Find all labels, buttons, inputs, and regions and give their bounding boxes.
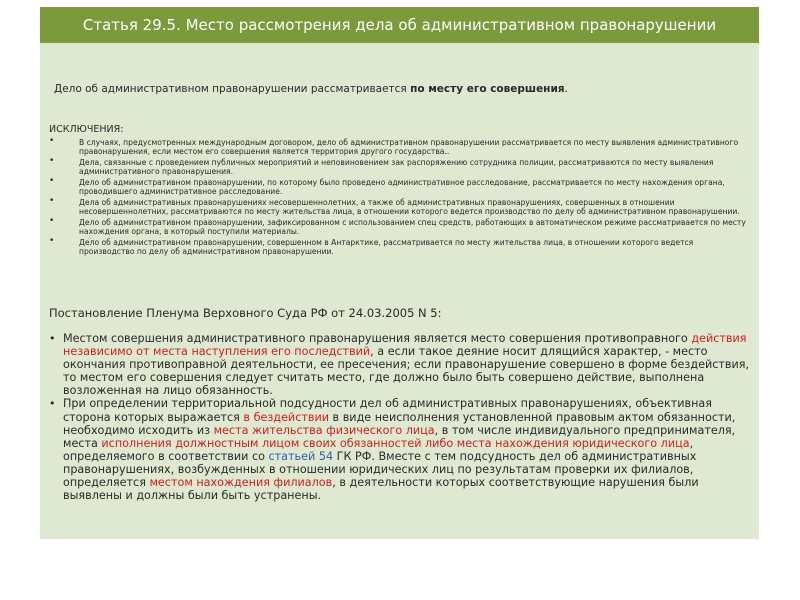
exceptions-heading: ИСКЛЮЧЕНИЯ: bbox=[49, 124, 124, 135]
exception-item: • Дело об административном правонарушении, зафиксированном с использованием спец средств, работающих в автоматическом режиме рассматривается по месту нахождения органа, в который поступили материалы. bbox=[49, 218, 751, 236]
exception-item: • Дело об административном правонарушении, совершенном в Антарктике, рассматривается по месту жительства лица, в отношении которого ведется производство по делу об административном правонарушении. bbox=[49, 238, 751, 256]
slide bbox=[40, 7, 759, 539]
exception-item: • Дела об административных правонарушениях несовершеннолетних, а также об административных правонарушениях, совершенных в отношении несовершеннолетних, рассматриваются по месту жительства лица, в отношении которого ведется производство по делу об административном правонарушении. bbox=[49, 198, 751, 216]
decree-heading: Постановление Пленума Верховного Суда РФ от 24.03.2005 N 5: bbox=[49, 306, 442, 320]
exception-item: • В случаях, предусмотренных международным договором, дело об административном правонарушении рассматривается по месту выявления административного правонарушения, если местом его совершения является территория другого государства.. bbox=[49, 138, 751, 156]
highlight-text: места жительства физического лица bbox=[213, 423, 435, 437]
text-span: , в деятельности которых соответствующие нарушения были выявлены и должны были быть устранены. bbox=[63, 476, 699, 503]
lead-end: . bbox=[564, 83, 568, 95]
highlight-text: в бездействии bbox=[243, 410, 329, 424]
text-span: ГК РФ. Вместе с тем подсудность дел об административных правонарушениях, возбужденных в отношении юридических лиц по результатам проверки их филиалов, определяется bbox=[63, 449, 697, 490]
exceptions-list bbox=[49, 138, 751, 257]
text-span: , а если такое деяние носит длящийся характер, - место окончания противоправной деятельности, ее пресечения; если правонарушение совершено в форме бездействия, то местом его совершения следует считать место, где должно было быть совершено действие, выполнена возложенная на лицо обязанность. bbox=[63, 345, 750, 398]
lead-text: Дело об административном правонарушении рассматривается bbox=[54, 83, 411, 95]
slide-title: Статья 29.5. Место рассмотрения дела об административном правонарушении bbox=[40, 7, 759, 43]
decree-points-list bbox=[49, 332, 753, 502]
highlight-text: местом нахождения филиалов bbox=[149, 476, 333, 490]
highlight-text: действия независимо от места наступления его последствий bbox=[63, 332, 747, 359]
text-span: в виде неисполнения установленной правовым актом обязанности, необходимо исходить из bbox=[63, 410, 736, 437]
article-54-link[interactable]: статьей 54 bbox=[268, 449, 334, 463]
lead-bold: по месту его совершения bbox=[410, 83, 565, 95]
exception-item: • Дела, связанные с проведением публичных мероприятий и неповиновением зак распоряжению сотрудника полиции, рассматриваются по месту выявления административного правонарушения. bbox=[49, 158, 751, 176]
highlight-text: исполнения должностным лицом своих обязанностей либо места нахождения юридического лица bbox=[101, 436, 690, 450]
lead-paragraph bbox=[54, 83, 744, 95]
decree-point bbox=[49, 397, 753, 502]
text-span: , определяемого в соответствии со bbox=[63, 436, 694, 463]
decree-point bbox=[49, 332, 753, 397]
exception-item: • Дело об административном правонарушении, по которому было проведено административное расследование, рассматривается по месту нахождения органа, проводившего административное расследование. bbox=[49, 178, 751, 196]
text-span: Местом совершения административного правонарушения является место совершения противоправного bbox=[63, 332, 692, 345]
text-span: , в том числе индивидуального предпринимателя, места bbox=[63, 423, 736, 450]
text-span: При определении территориальной подсудности дел об административных правонарушениях, объективная сторона которых выражается bbox=[63, 397, 712, 424]
